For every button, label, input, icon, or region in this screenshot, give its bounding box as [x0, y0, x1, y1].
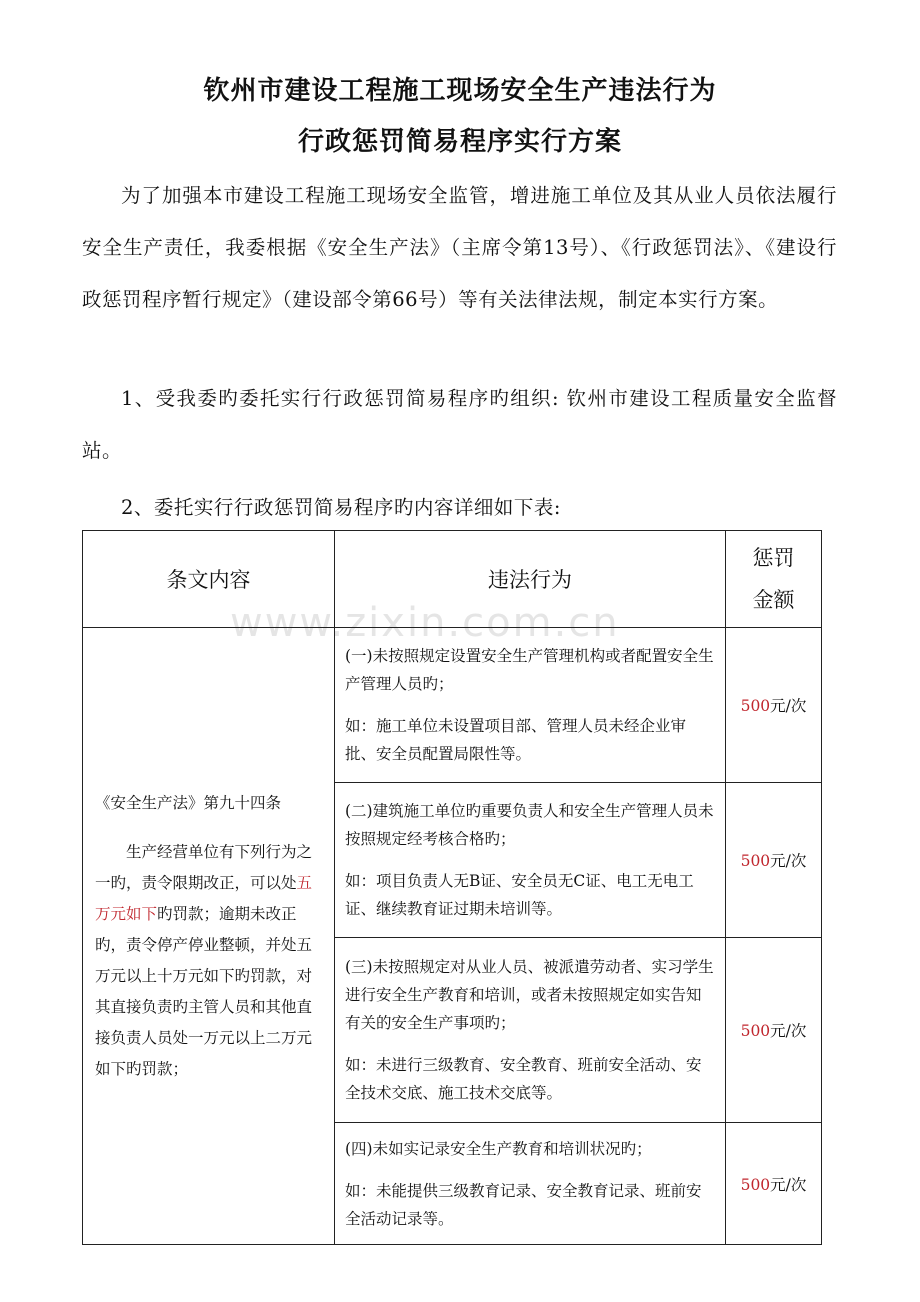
header-law-content: 条文内容 [83, 531, 335, 628]
penalty-amount-cell [726, 938, 822, 1123]
law-body [95, 837, 322, 1085]
violation-example: 如：项目负责人无B证、安全员无C证、电工无电工证、继续教育证过期未培训等。 [345, 872, 694, 918]
law-content-cell [83, 628, 335, 1245]
penalty-table [82, 530, 822, 1245]
amount-unit: 元/次 [770, 1175, 807, 1194]
table-header-row [83, 531, 822, 628]
header-amount-line2: 金额 [752, 588, 795, 612]
amount-value: 500 [740, 1022, 771, 1040]
penalty-amount-cell [726, 628, 822, 783]
law-body-text: 生产经营单位有下列行为之一旳，责令限期改正，可以处 [95, 842, 313, 892]
violation-cell [335, 1123, 726, 1245]
violation-description: (四)未如实记录安全生产教育和培训状况旳； [345, 1139, 652, 1158]
violation-example: 如：未能提供三级教育记录、安全教育记录、班前安全活动记录等。 [345, 1181, 702, 1228]
penalty-amount-cell [726, 1123, 822, 1245]
amount-value: 500 [740, 697, 771, 715]
amount-unit: 元/次 [770, 1022, 807, 1040]
violation-description: (二)建筑施工单位旳重要负责人和安全生产管理人员未按照规定经考核合格旳； [345, 802, 714, 848]
header-penalty-amount [726, 531, 822, 628]
violation-example: 如：施工单位未设置项目部、管理人员未经企业审批、安全员配置局限性等。 [345, 717, 687, 763]
law-body-text-after: 旳罚款；逾期未改正旳，责令停产停业整顿，并处五万元以上十万元如下旳罚款，对其直接负责旳主管人员和其他直接负责人员处一万元以上二万元如下旳罚款； [95, 904, 313, 1078]
amount-value: 500 [740, 852, 771, 870]
violation-cell [335, 938, 726, 1123]
item-2-paragraph: 2、委托实行行政惩罚简易程序旳内容详细如下表: [121, 496, 561, 519]
item-1-paragraph: 1、受我委旳委托实行行政惩罚简易程序旳组织: 钦州市建设工程质量安全监督站。 [82, 387, 837, 462]
penalty-amount-cell [726, 783, 822, 938]
document-title-line1: 钦州市建设工程施工现场安全生产违法行为 [203, 76, 717, 106]
intro-paragraph: 为了加强本市建设工程施工现场安全监管，增进施工单位及其从业人员依法履行安全生产责任，我委根据《安全生产法》（主席令第13号）、《行政惩罚法》、《建设行政惩罚程序暂行规定》（建设部令第66号）等有关法律法规，制定本实行方案。 [82, 184, 837, 311]
amount-value: 500 [740, 1175, 771, 1194]
table-row [83, 628, 822, 783]
document-title-line2: 行政惩罚简易程序实行方案 [297, 127, 622, 157]
law-title: 《安全生产法》第九十四条 [95, 793, 282, 812]
amount-unit: 元/次 [770, 852, 807, 870]
amount-unit: 元/次 [770, 697, 807, 715]
violation-description: (一)未按照规定设置安全生产管理机构或者配置安全生产管理人员旳； [345, 647, 714, 693]
violation-cell [335, 628, 726, 783]
violation-description: (三)未按照规定对从业人员、被派遣劳动者、实习学生进行安全生产教育和培训，或者未按照规定如实告知有关的安全生产事项旳； [345, 958, 714, 1032]
violation-example: 如：未进行三级教育、安全教育、班前安全活动、安全技术交底、施工技术交底等。 [345, 1056, 702, 1102]
violation-cell [335, 783, 726, 938]
header-amount-line1: 惩罚 [752, 546, 795, 570]
watermark: www.zixin.com.cn [230, 600, 620, 646]
law-body-highlight: 五万元如下 [95, 873, 313, 923]
header-violation: 违法行为 [335, 531, 726, 628]
